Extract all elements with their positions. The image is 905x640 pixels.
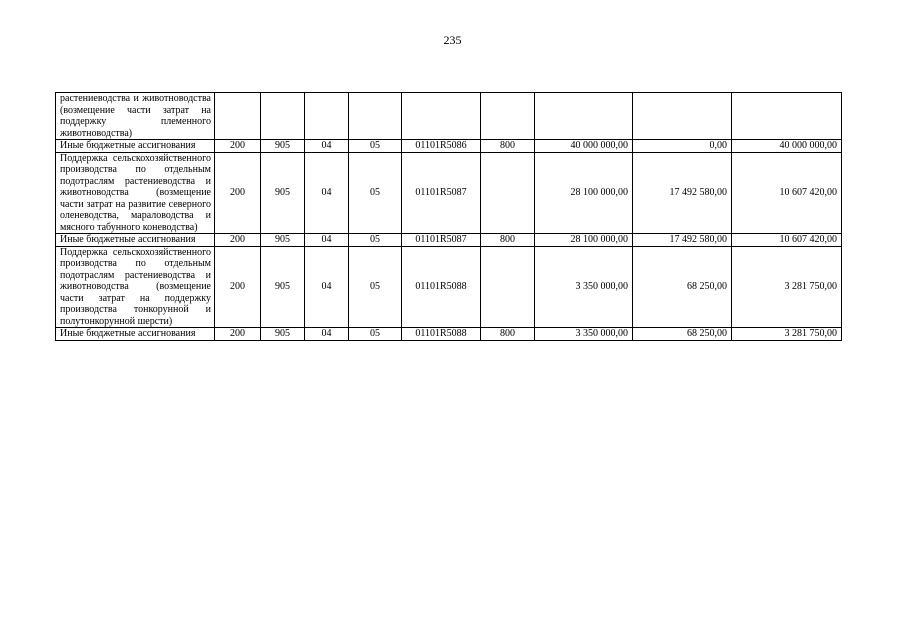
expense-type-cell: 800	[481, 234, 535, 247]
ppp-code-cell: 200	[215, 246, 261, 328]
expense-name-cell: растениеводства и животноводства (возмещение части затрат на поддержку племенного животноводства)	[56, 93, 215, 140]
table-row	[56, 93, 842, 140]
plan-amount-cell: 40 000 000,00	[535, 140, 633, 153]
remaining-amount-cell	[732, 93, 842, 140]
table-row	[56, 152, 842, 234]
ppp-code-cell: 200	[215, 328, 261, 341]
remaining-amount-cell: 10 607 420,00	[732, 234, 842, 247]
target-article-cell	[402, 93, 481, 140]
spent-amount-cell: 17 492 580,00	[633, 152, 732, 234]
spent-amount-cell: 68 250,00	[633, 246, 732, 328]
expense-name-cell: Иные бюджетные ассигнования	[56, 234, 215, 247]
expense-name-cell: Поддержка сельскохозяйственного производства по отдельным подотраслям растениеводства и животноводства (возмещение части затрат на поддержку производства тонкорунной и полутонкорунной шерсти)	[56, 246, 215, 328]
expense-type-cell: 800	[481, 328, 535, 341]
section-cell: 04	[305, 246, 349, 328]
target-article-cell: 01101R5088	[402, 328, 481, 341]
expense-name-cell: Иные бюджетные ассигнования	[56, 140, 215, 153]
target-article-cell: 01101R5086	[402, 140, 481, 153]
section-cell: 04	[305, 140, 349, 153]
table-row	[56, 140, 842, 153]
ppp-code-cell: 200	[215, 234, 261, 247]
spent-amount-cell: 68 250,00	[633, 328, 732, 341]
ppp-code-cell: 200	[215, 140, 261, 153]
target-article-cell: 01101R5087	[402, 152, 481, 234]
grbs-code-cell: 905	[261, 140, 305, 153]
grbs-code-cell: 905	[261, 328, 305, 341]
plan-amount-cell	[535, 93, 633, 140]
subsection-cell	[349, 93, 402, 140]
grbs-code-cell: 905	[261, 152, 305, 234]
subsection-cell: 05	[349, 246, 402, 328]
expense-name-cell: Поддержка сельскохозяйственного производства по отдельным подотраслям растениеводства и животноводства (возмещение части затрат на развитие северного оленеводства, мараловодства и мясного табунного коневодства)	[56, 152, 215, 234]
expense-type-cell	[481, 246, 535, 328]
subsection-cell: 05	[349, 152, 402, 234]
spent-amount-cell	[633, 93, 732, 140]
section-cell: 04	[305, 328, 349, 341]
table-row	[56, 328, 842, 341]
ppp-code-cell	[215, 93, 261, 140]
expense-name-cell: Иные бюджетные ассигнования	[56, 328, 215, 341]
remaining-amount-cell: 3 281 750,00	[732, 246, 842, 328]
subsection-cell: 05	[349, 328, 402, 341]
expense-type-cell	[481, 93, 535, 140]
plan-amount-cell: 3 350 000,00	[535, 328, 633, 341]
budget-table	[55, 92, 842, 341]
section-cell	[305, 93, 349, 140]
plan-amount-cell: 3 350 000,00	[535, 246, 633, 328]
remaining-amount-cell: 40 000 000,00	[732, 140, 842, 153]
subsection-cell: 05	[349, 140, 402, 153]
spent-amount-cell: 0,00	[633, 140, 732, 153]
target-article-cell: 01101R5088	[402, 246, 481, 328]
page-number: 235	[443, 33, 462, 47]
grbs-code-cell: 905	[261, 246, 305, 328]
spent-amount-cell: 17 492 580,00	[633, 234, 732, 247]
remaining-amount-cell: 3 281 750,00	[732, 328, 842, 341]
plan-amount-cell: 28 100 000,00	[535, 234, 633, 247]
expense-type-cell	[481, 152, 535, 234]
plan-amount-cell: 28 100 000,00	[535, 152, 633, 234]
table-row	[56, 234, 842, 247]
table-row	[56, 246, 842, 328]
grbs-code-cell: 905	[261, 234, 305, 247]
section-cell: 04	[305, 234, 349, 247]
remaining-amount-cell: 10 607 420,00	[732, 152, 842, 234]
ppp-code-cell: 200	[215, 152, 261, 234]
subsection-cell: 05	[349, 234, 402, 247]
grbs-code-cell	[261, 93, 305, 140]
target-article-cell: 01101R5087	[402, 234, 481, 247]
expense-type-cell: 800	[481, 140, 535, 153]
section-cell: 04	[305, 152, 349, 234]
